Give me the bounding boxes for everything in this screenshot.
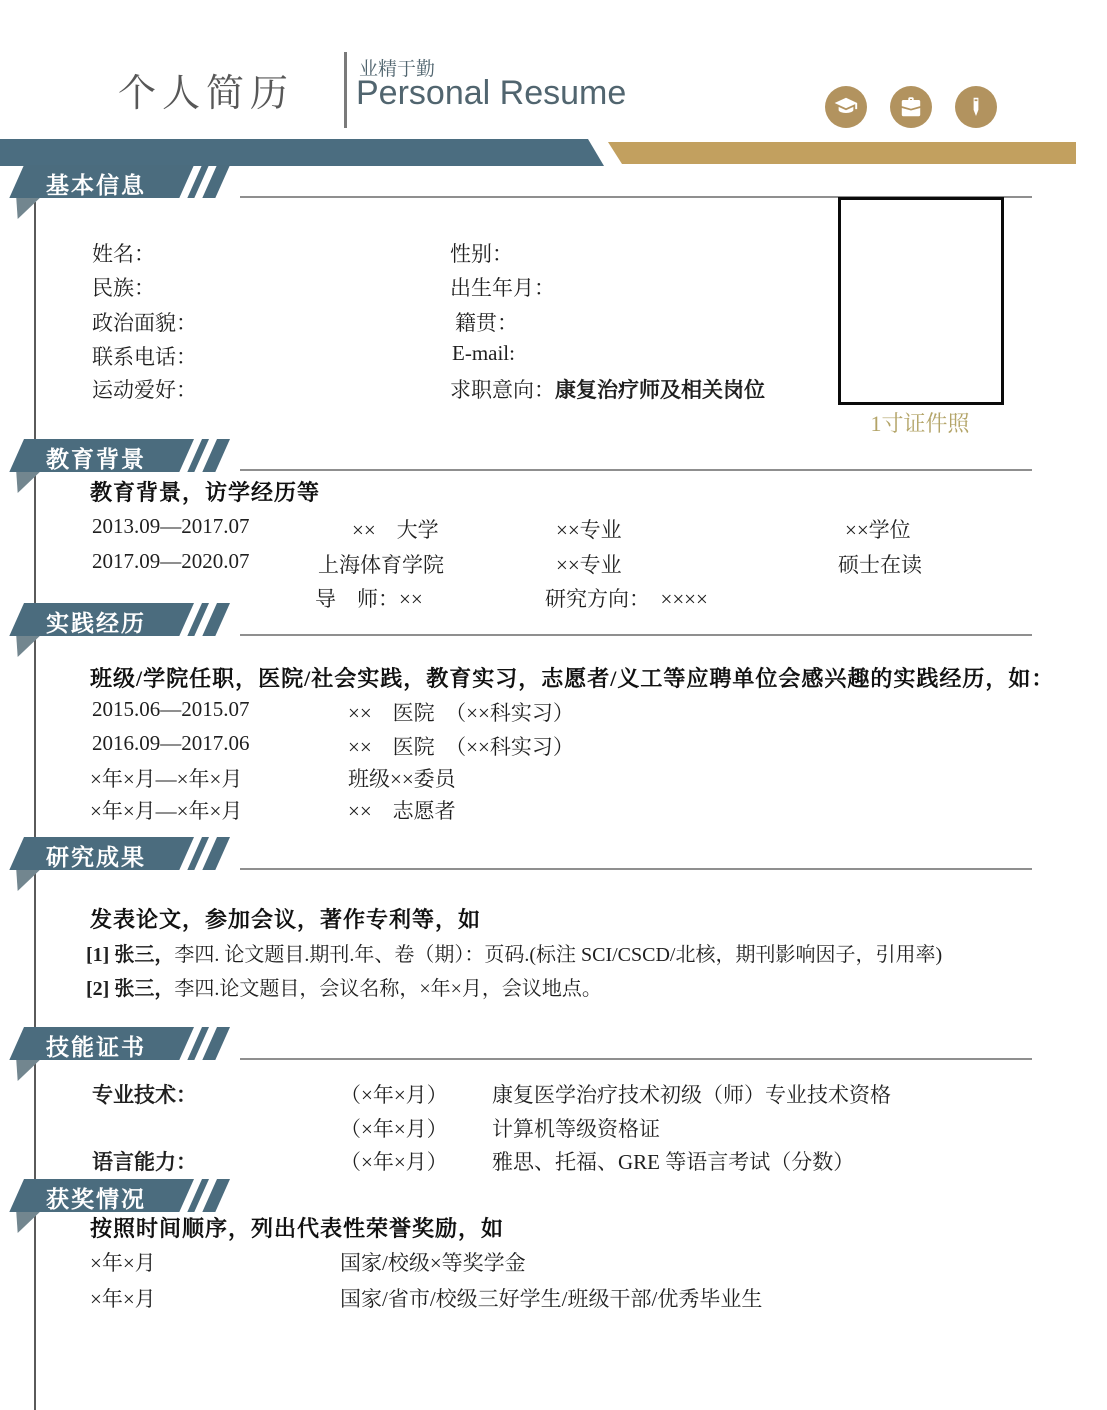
skills-desc: 康复医学治疗技术初级（师）专业技术资格 [492,1083,891,1107]
skills-date: （×年×月） [340,1117,448,1141]
practice-desc: ×× 医院 （××科实习） [348,735,574,759]
field-label-name: 姓名： [92,242,155,266]
field-label-politics: 政治面貌： [92,311,197,335]
practice-desc: ×× 医院 （××科实习） [348,701,574,725]
research-item-number: [2] [86,978,115,1000]
skills-desc: 计算机等级资格证 [492,1117,660,1141]
section-rule [240,469,1032,471]
practice-date: 2015.06—2015.07 [92,697,250,721]
education-direction: 研究方向： ×××× [545,587,708,611]
research-lead: 发表论文，参加会议，著作专利等，如 [90,907,482,932]
section-title-practice: 实践经历 [46,610,146,636]
header-motto: 业精于勤 [359,59,436,80]
banner-ribbon [9,165,194,198]
field-label-job: 求职意向： [450,378,555,402]
section-banner-practice [8,603,258,636]
practice-date: ×年×月—×年×月 [90,799,243,823]
pen-icon [955,86,997,128]
section-banner-education [8,439,258,472]
research-item-author: 张三， [114,944,175,966]
banner-ribbon [9,837,194,870]
section-banner-basic [8,165,258,198]
header-divider [344,52,347,128]
research-item [86,972,602,1001]
education-school: 上海体育学院 [318,553,444,577]
education-degree: ××学位 [845,518,911,542]
banner-ribbon [9,1179,194,1212]
left-vertical-rule [34,202,36,1410]
field-label-hobby: 运动爱好： [92,378,197,402]
education-school: ×× 大学 [352,518,439,542]
photo-placeholder [838,197,1004,405]
skills-date: （×年×月） [340,1083,448,1107]
page-title: 个人简历 [118,73,295,115]
education-lead: 教育背景，访学经历等 [90,480,321,505]
banner-ribbon [9,1027,194,1060]
education-advisor: 导 师：×× [315,587,423,611]
banner-ribbon [9,603,194,636]
skills-label: 专业技术： [92,1083,197,1107]
practice-date: ×年×月—×年×月 [90,767,243,791]
award-date: ×年×月 [90,1251,156,1275]
research-item-number: [1] [86,944,115,966]
section-title-awards: 获奖情况 [46,1186,146,1212]
section-title-research: 研究成果 [46,844,146,870]
research-item-text: 李四. 论文题目.期刊.年、卷（期）：页码.(标注 SCI/CSCD/北核，期刊影响因子，引用率) [174,944,943,966]
section-title-education: 教育背景 [46,446,146,472]
field-label-email: E-mail: [452,341,515,365]
field-label-gender: 性别： [450,242,513,266]
research-item-text: 李四.论文题目，会议名称，×年×月，会议地点。 [174,978,602,1000]
education-date: 2013.09—2017.07 [92,514,250,538]
field-label-ethnicity: 民族： [92,276,155,300]
research-item-author: 张三， [114,978,175,1000]
section-rule [240,634,1032,636]
section-rule [240,1058,1032,1060]
field-value-job: 康复治疗师及相关岗位 [555,378,765,402]
section-title-skills: 技能证书 [46,1034,146,1060]
section-title-basic: 基本信息 [46,172,146,198]
practice-desc: ×× 志愿者 [348,799,456,823]
field-job-intent [450,374,765,404]
section-rule [240,868,1032,870]
photo-caption: 1寸证件照 [870,411,970,436]
education-major: ××专业 [556,553,622,577]
practice-desc: 班级××委员 [348,767,456,791]
award-desc: 国家/省市/校级三好学生/班级干部/优秀毕业生 [340,1287,763,1311]
skills-date: （×年×月） [340,1150,448,1174]
award-desc: 国家/校级×等奖学金 [340,1251,526,1275]
awards-lead: 按照时间顺序，列出代表性荣誉奖励，如 [90,1216,505,1241]
graduation-cap-icon [825,86,867,128]
education-degree: 硕士在读 [838,553,922,577]
briefcase-icon [890,86,932,128]
field-label-phone: 联系电话： [92,345,197,369]
practice-date: 2016.09—2017.06 [92,731,250,755]
section-banner-skills [8,1027,258,1060]
top-band-gold [608,142,1076,164]
skills-label: 语言能力： [92,1150,197,1174]
practice-lead: 班级/学院任职，医院/社会实践，教育实习，志愿者/义工等应聘单位会感兴趣的实践经历，如： [90,666,1055,691]
section-banner-awards [8,1179,258,1212]
banner-ribbon [9,439,194,472]
field-label-birth: 出生年月： [450,276,555,300]
research-item [86,938,942,967]
section-banner-research [8,837,258,870]
skills-desc: 雅思、托福、GRE 等语言考试（分数） [492,1150,855,1174]
education-major: ××专业 [556,518,622,542]
header-subtitle: Personal Resume [356,74,627,112]
field-label-hometown: 籍贯： [455,311,518,335]
top-band-teal [0,139,604,166]
education-date: 2017.09—2020.07 [92,549,250,573]
award-date: ×年×月 [90,1287,156,1311]
